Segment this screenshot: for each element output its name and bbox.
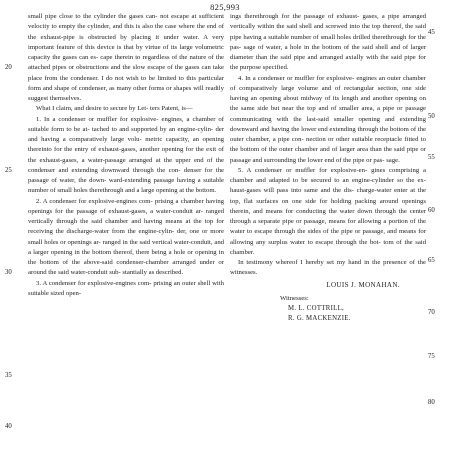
text-line: there being a hole or opening in the bottom of (28, 248, 224, 266)
text-line: therein, and means for conducting the water (230, 207, 355, 215)
text-line: for the purpose specified. (230, 54, 426, 72)
text-line: gines comprising a chamber and adapted to (230, 166, 426, 184)
line-number: 30 (5, 269, 12, 276)
text-line: tached to and supported by an engine-cylin- (91, 125, 214, 133)
text-line: 2. A condenser for explosive-engines com- (36, 197, 153, 205)
inventor-signature: LOUIS J. MONAHAN. (326, 280, 400, 289)
text-line: attached pipes or obstructions and the slow (28, 64, 146, 72)
text-line: ward-extending passage having a suitable (108, 177, 225, 184)
paragraph-description (28, 12, 224, 104)
text-line: metric capacity, an opening thereinto for the (28, 136, 225, 154)
right-text-column (230, 12, 426, 325)
text-line: engines an outer chamber of comparatively (230, 74, 426, 92)
text-line: sage. (386, 156, 400, 164)
text-line: the bottom of the outer chamber, a pipe con- (230, 125, 427, 143)
text-line: charge-water enter at the top, flat surfaces on (230, 187, 427, 205)
paragraph-claim-3-start (28, 279, 224, 300)
text-line: said shell and screwed into the top thereof, (286, 23, 404, 31)
text-line: ings therethrough for the passage of exhaust- (230, 13, 360, 20)
text-line: der, one or more small holes or openings ar- (28, 228, 224, 246)
text-line: the bottom of the outer chamber and of (230, 146, 338, 154)
text-line: prising an outer shell with suitable sized open- (28, 279, 224, 297)
text-line: shell and of larger diameter than the said (230, 43, 427, 61)
text-line: large opening at the bottom. (141, 187, 217, 195)
line-number: 75 (428, 353, 435, 360)
text-line: larger area than the said pipe or passage and (230, 146, 426, 164)
text-line: ranged in the said vertical water-conduit, (102, 238, 213, 246)
text-line: entry of exhaust-gases, another opening for (74, 146, 194, 154)
text-line: stantially as described. (122, 269, 184, 277)
witness-name: R. G. MACKENZIE. (288, 315, 351, 323)
text-line: placing it under water. A very important (28, 33, 224, 51)
text-line: and extending downward through the con- (58, 166, 181, 174)
text-line: suggest themselves. (28, 95, 82, 102)
line-number: 70 (428, 309, 435, 316)
line-number: 80 (428, 399, 435, 406)
text-line: under or around the said water-conduit sub- (28, 259, 224, 277)
text-line: gases, a pipe arranged vertically within the (230, 13, 427, 31)
line-number: 50 (428, 113, 435, 120)
text-line: but near the top and of smaller area, a pipe (270, 105, 395, 113)
text-line: prising a chamber having openings for the (28, 197, 225, 215)
paragraph-claim-5 (230, 166, 426, 258)
line-number: 45 (428, 29, 435, 36)
text-line: the pipe or passage, and means for allowing (230, 228, 426, 246)
text-line: 1. In a condenser or muffler for explosive- (36, 115, 159, 123)
line-number: 20 (5, 64, 12, 71)
text-line: surrounding the lower end of the pipe or pas- (263, 156, 385, 164)
left-text-column (28, 12, 224, 299)
text-line: cape therein to regardless of the nature of the (100, 54, 225, 61)
text-line: escape of the gases can take place from the (28, 64, 225, 82)
text-line: hand in the presence of the witnesses. (230, 259, 426, 277)
text-line: sage of water, a hole in the bottom of the said (243, 43, 373, 51)
paragraph-claim-intro (28, 104, 224, 114)
text-line: the cylinder, and this is also the case where (77, 23, 195, 31)
text-line: denser for the passage of water, the down- (28, 166, 225, 184)
text-line: small pipe close to the cylinder the gases can- (28, 13, 158, 20)
text-line: the said pipe having a suitable number of (230, 23, 427, 41)
text-line: down through the center through a separate (230, 207, 427, 225)
witnesses-label: Witnesses: (280, 294, 309, 302)
line-number: 25 (5, 167, 12, 174)
paragraph-claim-4 (230, 74, 426, 166)
text-line: What I claim, and desire to secure by Let- (36, 105, 149, 113)
text-line: or passage communicating with the last-said (230, 105, 427, 123)
text-line: der and having a comparatively large volu- (28, 125, 224, 143)
text-line: discharge-water from the engine-cylin- (66, 228, 175, 236)
text-line: 3. A condenser for explosive-engines com- (36, 279, 152, 287)
paragraph-claim-1 (28, 115, 224, 197)
text-line: pipe and arranged axially with the said pipe (293, 54, 416, 61)
text-line: one side for holding packing around openings (292, 197, 426, 205)
text-line: pipe or passage, means for allowing a portion (282, 218, 408, 225)
line-number: 65 (428, 257, 435, 264)
witness-name: M. L. COTTRILL, (288, 305, 345, 312)
text-line: not escape at sufficient velocity to empty (28, 13, 225, 31)
text-line: small holes drilled therethrough for the pas- (230, 33, 427, 51)
text-line: and a larger opening in the bottom thereof, (28, 238, 225, 256)
text-line: large volume and of rectangular section, one (281, 84, 412, 92)
text-line: ters Patent, is— (150, 105, 193, 113)
text-line: length and another opening on the same side (230, 95, 426, 113)
text-line: number of small holes therethrough and a (28, 187, 140, 195)
text-line: large volumetric capacity the gases can es- (28, 43, 225, 61)
text-line: passage of exhaust-gases, a water-conduit ar- (76, 207, 203, 215)
text-line: any surplus water to escape through the bot- (256, 238, 381, 246)
patent-number: 825,993 (210, 2, 240, 12)
text-line: 4. In a condenser or muffler for explosive- (238, 74, 355, 82)
line-number: 60 (428, 207, 435, 214)
line-number: 55 (428, 154, 435, 161)
text-line: side having an opening about midway of its (230, 84, 427, 102)
text-line: ranged vertically through the said chamber (28, 207, 225, 225)
text-line: and having the lower end extending through (259, 125, 379, 133)
text-line: as many other forms or shapes will readily (109, 84, 224, 92)
paragraph-claim-3-cont (230, 12, 426, 74)
text-line: the exit of the exhaust-gases, a water-passage (28, 146, 225, 164)
text-line: this particular form and shape of condenser, (28, 74, 224, 92)
text-line: nection or other suitable receptacle fitted to (306, 136, 426, 143)
paragraph-claim-2 (28, 197, 224, 279)
text-line: of the water to escape through the sides of (230, 218, 426, 236)
text-line: condenser. I do not wish to be limited to (70, 74, 184, 82)
line-number: 40 (5, 423, 12, 430)
text-line: and having means at the top for receiving the (28, 218, 224, 236)
line-number: 35 (5, 372, 12, 379)
text-line: smaller opening and extending downward (230, 115, 426, 133)
text-line: be secured to an engine-cylinder so the ex- (301, 177, 426, 184)
paragraph-testimony (230, 258, 426, 279)
text-line: engines, a chamber of suitable form to be at- (28, 115, 225, 133)
text-line: 5. A condenser or muffler for explosive-en- (238, 166, 368, 174)
text-line: feature of this device is that by virtue of its (56, 43, 178, 51)
text-line: arranged at the upper end of the condenser (28, 156, 224, 174)
text-line: haust-gases will pass into same and the dis- (230, 187, 354, 195)
text-line: tom of the said chamber. (230, 238, 426, 256)
text-line: the above-said condenser-chamber arranged (71, 259, 196, 266)
text-line: In testimony whereof I hereby set my (238, 259, 346, 266)
text-line: the end of the exhaust-pipe is obstructed by (28, 23, 224, 41)
